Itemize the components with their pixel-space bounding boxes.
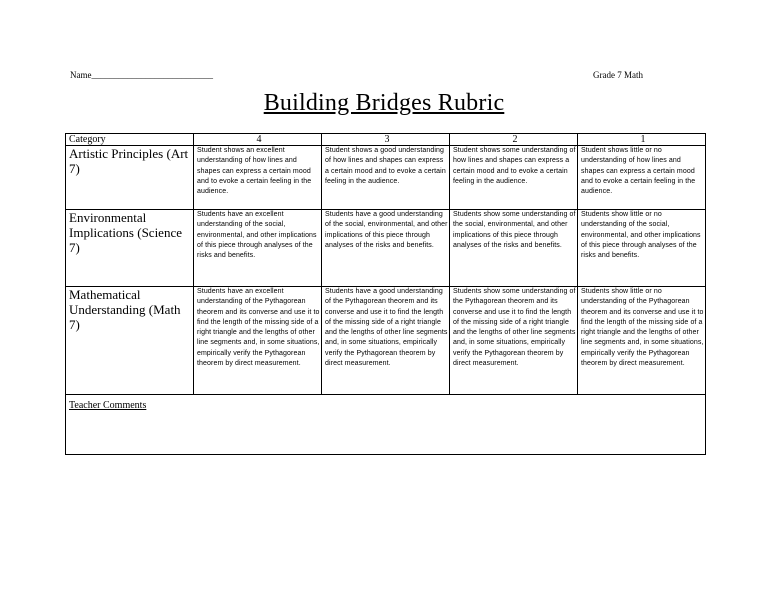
column-header-score-2: 2 [450,134,578,146]
descriptor-cell: Students have a good understanding of the social, environmental, and other implications of this piece through analyses of the risks and benefits. [322,210,450,287]
teacher-comments-cell [66,395,706,455]
descriptor-cell: Student shows an excellent understanding of how lines and shapes can express a certain mood and to evoke a certain feeling in the audience. [194,146,322,210]
descriptor-cell: Student shows some understanding of how lines and shapes can express a certain mood and to evoke a certain feeling in the audience. [450,146,578,210]
name-field-label: Name___________________________ [70,70,213,80]
descriptor-cell: Student shows little or no understanding of how lines and shapes can express a certain mood and to evoke a certain feeling in the audience. [578,146,706,210]
category-cell: Environmental Implications (Science 7) [66,210,194,287]
table-row [66,287,706,395]
descriptor-cell: Students show some understanding of the Pythagorean theorem and its converse and use it to find the length of the missing side of a right triangle and the lengths of other line segments and, in some situations, empirically verify the Pythagorean theorem by direct measurement. [450,287,578,395]
descriptor-cell: Students have an excellent understanding of the social, environmental, and other implications of this piece through analyses of the risks and benefits. [194,210,322,287]
descriptor-cell: Students have a good understanding of the Pythagorean theorem and its converse and use it to find the length of the missing side of a right triangle and the lengths of other line segments and, in some situations, empirically verify the Pythagorean theorem by direct measurement. [322,287,450,395]
comments-row [66,395,706,455]
teacher-comments-label: Teacher Comments [69,400,147,411]
descriptor-cell: Students show some understanding of the social, environmental, and other implications of this piece through analyses of the risks and benefits. [450,210,578,287]
descriptor-cell: Students show little or no understanding of the social, environmental, and other implications of this piece through analyses of the risks and benefits. [578,210,706,287]
descriptor-cell: Students have an excellent understanding of the Pythagorean theorem and its converse and use it to find the length of the missing side of a right triangle and the lengths of other line segments and, in some situations, empirically verify the Pythagorean theorem by direct measurement. [194,287,322,395]
column-header-category: Category [66,134,194,146]
descriptor-cell: Student shows a good understanding of how lines and shapes can express a certain mood and to evoke a certain feeling in the audience. [322,146,450,210]
column-header-score-4: 4 [194,134,322,146]
rubric-table [65,133,706,455]
page-title: Building Bridges Rubric [263,90,505,116]
column-header-score-1: 1 [578,134,706,146]
table-row [66,210,706,287]
table-row [66,146,706,210]
column-header-score-3: 3 [322,134,450,146]
header-row [66,134,706,146]
category-cell: Artistic Principles (Art 7) [66,146,194,210]
category-cell: Mathematical Understanding (Math 7) [66,287,194,395]
grade-label: Grade 7 Math [593,70,643,80]
descriptor-cell: Students show little or no understanding of the Pythagorean theorem and its converse and use it to find the length of the missing side of a right triangle and the lengths of other line segments and, in some situations, empirically verify the Pythagorean theorem by direct measurement. [578,287,706,395]
